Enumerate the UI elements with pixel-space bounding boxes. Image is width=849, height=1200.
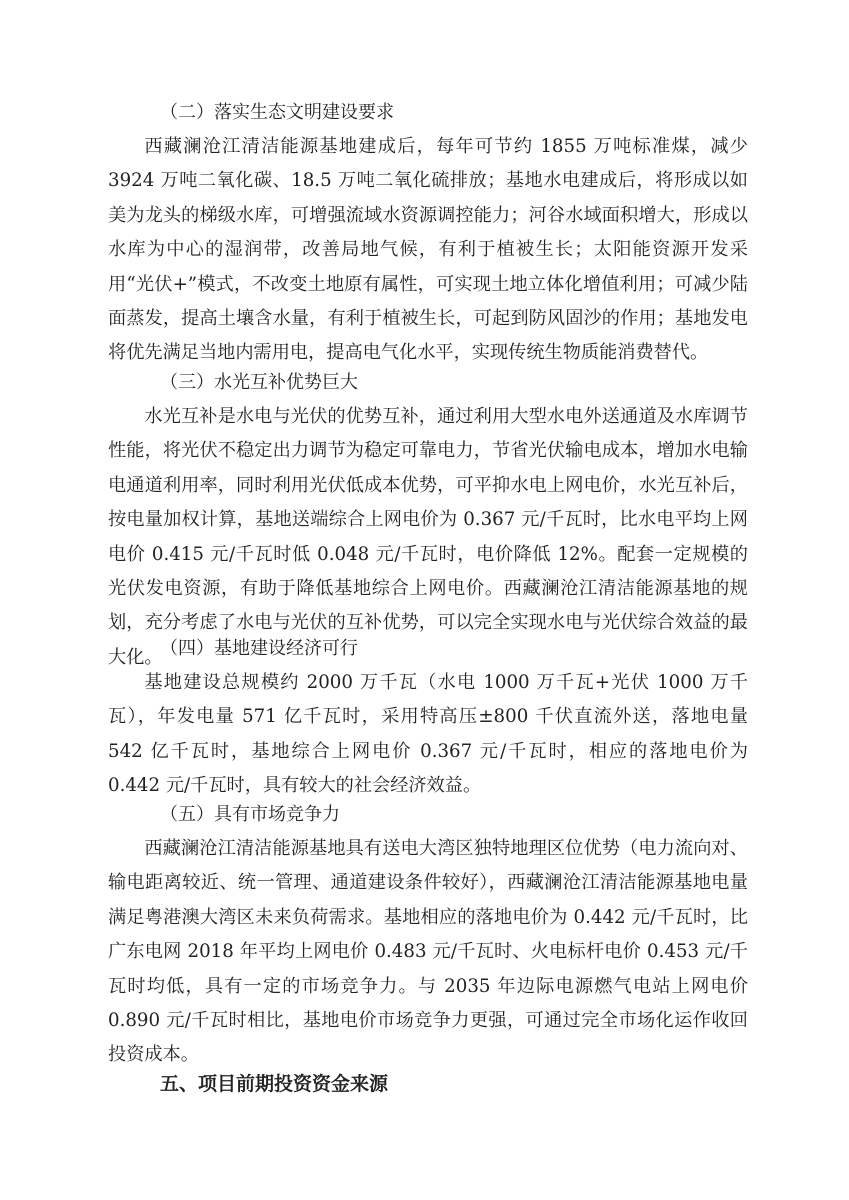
chapter-heading: 五、项目前期投资资金来源	[160, 1073, 389, 1095]
section-heading-3: （三）水光互补优势巨大	[160, 372, 358, 393]
section-paragraph-3: 水光互补是水电与光伏的优势互补，通过利用大型水电外送通道及水库调节性能，将光伏不稳定出力调节为稳定可靠电力，节省光伏输电成本，增加水电输电通道利用率，同时利用光伏低成本优势，可平抑水电上网电价，水光互补后，按电量加权计算，基地送端综合上网电价为 0.367 元/千瓦时，比水电平均上网电价 0.415 元/千瓦时低 0.048 元/千瓦时，电价降低 12%。配套一定规模的光伏发电资源，有助于降低基地综合上网电价。西藏澜沧江清洁能源基地的规划，充分考虑了水电与光伏的互补优势，可以完全实现水电与光伏综合效益的最大化。	[108, 406, 748, 668]
section-paragraph-5: 西藏澜沧江清洁能源基地具有送电大湾区独特地理区位优势（电力流向对、输电距离较近、统一管理、通道建设条件较好），西藏澜沧江清洁能源基地电量满足粤港澳大湾区未来负荷需求。基地相应的落地电价为 0.442 元/千瓦时，比广东电网 2018 年平均上网电价 0.483 元/千瓦时、火电标杆电价 0.453 元/千瓦时均低，具有一定的市场竞争力。与 2035 年边际电源燃气电站上网电价 0.890 元/千瓦时相比，基地电价市场竞争力更强，可通过完全市场化运作收回投资成本。	[108, 838, 748, 1066]
section-heading-4: （四）基地建设经济可行	[160, 638, 358, 659]
section-heading-5: （五）具有市场竞争力	[160, 804, 340, 825]
section-paragraph-2: 西藏澜沧江清洁能源基地建成后，每年可节约 1855 万吨标准煤，减少 3924 万吨二氧化碳、18.5 万吨二氧化硫排放；基地水电建成后，将形成以如美为龙头的梯级水库，可增强流域水资源调控能力；河谷水域面积增大，形成以水库为中心的湿润带，改善局地气候，有利于植被生长；太阳能资源开发采用“光伏+”模式，不改变土地原有属性，可实现土地立体化增值利用；可减少陆面蒸发，提高土壤含水量，有利于植被生长，可起到防风固沙的作用；基地发电将优先满足当地内需用电，提高电气化水平，实现传统生物质能消费替代。	[108, 136, 748, 364]
section-heading-2: （二）落实生态文明建设要求	[160, 102, 394, 123]
section-paragraph-4: 基地建设总规模约 2000 万千瓦（水电 1000 万千瓦+光伏 1000 万千瓦），年发电量 571 亿千瓦时，采用特高压±800 千伏直流外送，落地电量 542 亿千瓦时，基地综合上网电价 0.367 元/千瓦时，相应的落地电价为 0.442 元/千瓦时，具有较大的社会经济效益。	[108, 672, 748, 797]
